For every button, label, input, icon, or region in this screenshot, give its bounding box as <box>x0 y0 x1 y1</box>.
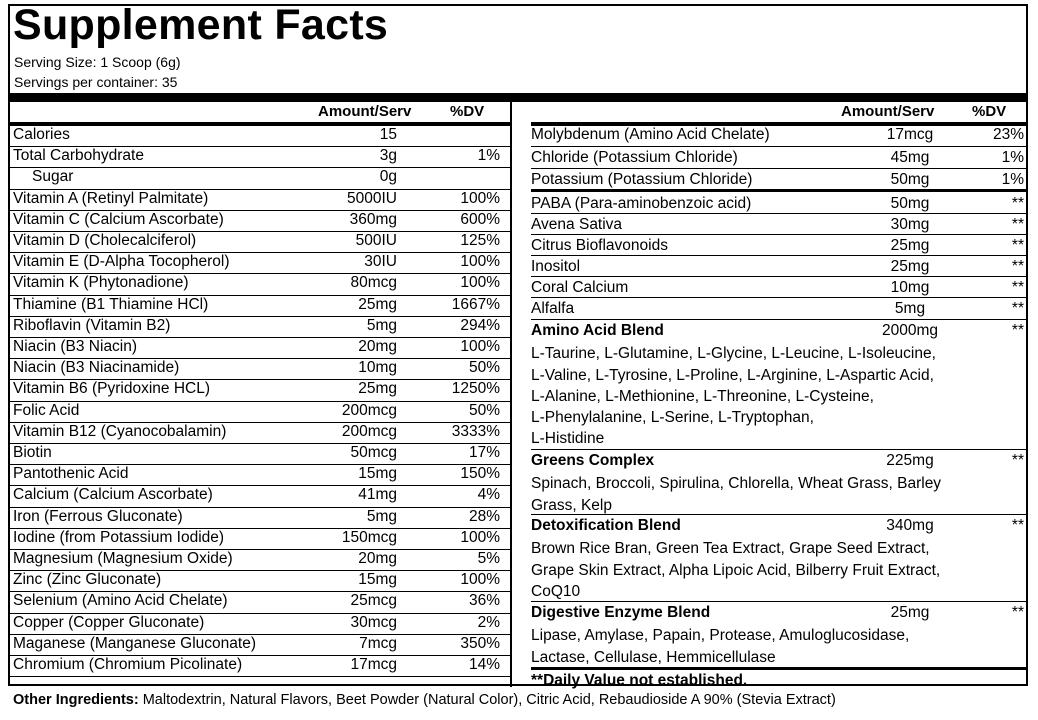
nutrient-amount: 80mcg <box>350 274 397 292</box>
nutrient-name: Chromium (Chromium Picolinate) <box>13 656 243 673</box>
footnote-rule <box>531 667 1026 670</box>
nutrient-name: Vitamin E (D-Alpha Tocopherol) <box>13 253 230 271</box>
serving-size: Serving Size: 1 Scoop (6g) <box>14 54 181 70</box>
blend-name: Digestive Enzyme Blend <box>531 604 711 621</box>
blend-dv: ** <box>1011 517 1024 534</box>
nutrient-amount: 17mcg <box>886 126 934 143</box>
blend-amount: 2000mg <box>881 322 938 339</box>
nutrient-row <box>10 486 510 507</box>
nutrient-amount: 0g <box>379 168 397 186</box>
nutrient-dv: 1667% <box>451 295 500 313</box>
row-rule <box>531 297 1026 298</box>
nutrient-name: Niacin (B3 Niacinamide) <box>13 359 180 377</box>
nutrient-name: Vitamin D (Cholecalciferol) <box>13 232 197 249</box>
blend-name: Amino Acid Blend <box>531 322 664 339</box>
nutrient-name: Citrus Bioflavonoids <box>531 237 668 254</box>
blend-ingredient-line: L-Alanine, L-Methionine, L-Threonine, L-Cysteine, <box>531 387 874 405</box>
blend-name: Greens Complex <box>531 452 655 469</box>
row-rule <box>531 213 1026 214</box>
nutrient-dv: 36% <box>468 592 500 610</box>
nutrient-amount: 15 <box>379 126 397 143</box>
nutrient-amount: 5mg <box>366 507 397 525</box>
nutrient-amount: 15mg <box>358 465 397 483</box>
nutrient-row <box>10 338 510 359</box>
blend-dv: ** <box>1011 604 1024 621</box>
left-dv-header: %DV <box>450 103 485 120</box>
nutrient-name: Potassium (Potassium Chloride) <box>531 171 753 188</box>
nutrient-amount: 150mcg <box>341 528 397 546</box>
nutrient-name: Vitamin A (Retinyl Palmitate) <box>13 189 209 207</box>
nutrient-amount: 5mg <box>894 300 926 317</box>
nutrient-name: Iron (Ferrous Gluconate) <box>13 507 183 525</box>
nutrient-dv: ** <box>1011 258 1024 275</box>
blend-ingredients <box>531 625 1024 668</box>
nutrient-amount: 500IU <box>355 232 397 249</box>
blend-ingredient-line: Spinach, Broccoli, Spirulina, Chlorella, Wheat Grass, Barley <box>531 475 942 493</box>
nutrient-dv: 5% <box>477 550 500 567</box>
nutrient-name: Calcium (Calcium Ascorbate) <box>13 486 213 504</box>
nutrient-dv: ** <box>1011 195 1024 212</box>
nutrient-name: Sugar <box>32 168 74 186</box>
nutrient-dv: 100% <box>460 274 500 292</box>
blend-ingredients <box>531 538 1024 602</box>
blend-dv: ** <box>1011 322 1024 339</box>
nutrient-row <box>10 380 510 401</box>
nutrient-amount: 360mg <box>349 210 397 228</box>
blend-ingredients <box>531 473 1024 516</box>
nutrient-name: Selenium (Amino Acid Chelate) <box>13 592 228 610</box>
footnote: **Daily Value not established. <box>531 672 748 689</box>
nutrient-row <box>10 656 510 677</box>
row-rule <box>531 234 1026 235</box>
nutrient-name: Vitamin C (Calcium Ascorbate) <box>13 210 224 228</box>
nutrient-row <box>10 296 510 317</box>
nutrient-row <box>10 147 510 168</box>
nutrient-dv: 50% <box>468 359 500 377</box>
nutrient-dv: 100% <box>460 253 500 271</box>
nutrient-row <box>512 195 1026 215</box>
nutrient-row <box>512 171 1026 191</box>
nutrient-row <box>10 571 510 592</box>
nutrient-amount: 5mg <box>366 316 397 334</box>
nutrient-name: Vitamin B12 (Cyanocobalamin) <box>13 422 227 440</box>
left-amount-header: Amount/Serv <box>318 103 412 120</box>
nutrient-dv: 150% <box>460 465 500 483</box>
nutrient-row <box>10 592 510 613</box>
nutrient-row <box>10 614 510 635</box>
blend-dv: ** <box>1011 452 1024 469</box>
nutrient-amount: 25mg <box>890 258 930 275</box>
nutrient-row <box>10 635 510 656</box>
nutrient-amount: 50mg <box>890 171 930 188</box>
nutrient-amount: 3g <box>379 147 397 165</box>
nutrient-row <box>512 149 1026 169</box>
blend-rule <box>531 449 1026 450</box>
row-rule <box>531 189 1026 192</box>
nutrient-name: Copper (Copper Gluconate) <box>13 613 205 631</box>
nutrient-row <box>10 359 510 380</box>
nutrient-name: Niacin (B3 Niacin) <box>13 338 138 355</box>
nutrient-name: Riboflavin (Vitamin B2) <box>13 316 171 334</box>
nutrient-row <box>10 423 510 444</box>
nutrient-amount: 200mcg <box>341 422 397 440</box>
nutrient-row <box>10 232 510 253</box>
nutrient-amount: 25mg <box>358 295 397 313</box>
nutrient-dv: 100% <box>460 528 500 546</box>
blend-ingredient-line: L-Histidine <box>531 430 605 448</box>
nutrient-dv: 100% <box>460 571 500 589</box>
blend-amount: 225mg <box>886 452 934 469</box>
blend-amount: 340mg <box>886 517 934 534</box>
nutrient-dv: ** <box>1011 216 1024 233</box>
nutrient-name: Coral Calcium <box>531 279 629 296</box>
nutrient-row <box>10 168 510 189</box>
servings-per-container: Servings per container: 35 <box>14 74 178 90</box>
nutrient-amount: 45mg <box>890 149 930 166</box>
blend-rule <box>531 514 1026 515</box>
nutrient-dv: ** <box>1011 279 1024 296</box>
row-rule <box>531 255 1026 256</box>
nutrient-name: Chloride (Potassium Chloride) <box>531 149 738 166</box>
nutrient-name: Folic Acid <box>13 401 80 419</box>
nutrient-name: Iodine (from Potassium Iodide) <box>13 528 225 546</box>
nutrient-amount: 50mcg <box>350 444 397 461</box>
nutrient-dv: 1250% <box>451 380 500 398</box>
nutrient-name: Thiamine (B1 Thiamine HCl) <box>13 295 209 313</box>
nutrient-name: Calories <box>13 126 70 143</box>
blend-ingredients <box>531 343 1024 449</box>
row-rule <box>531 168 1026 169</box>
right-dv-header: %DV <box>972 103 1007 120</box>
other-ingredients-label: Other Ingredients: <box>13 692 139 708</box>
nutrient-dv: 4% <box>477 486 500 504</box>
nutrient-name: Vitamin B6 (Pyridoxine HCL) <box>13 380 210 398</box>
nutrient-amount: 200mcg <box>341 401 397 419</box>
nutrient-row <box>10 444 510 465</box>
nutrient-dv: 1% <box>1001 149 1024 166</box>
nutrient-amount: 15mg <box>358 571 397 589</box>
nutrient-row <box>512 237 1026 257</box>
blend-ingredient-line: CoQ10 <box>531 582 581 600</box>
nutrient-row <box>512 216 1026 236</box>
nutrient-name: Pantothenic Acid <box>13 465 129 483</box>
blend-ingredient-line: Grape Skin Extract, Alpha Lipoic Acid, Bilberry Fruit Extract, <box>531 561 941 579</box>
other-ingredients <box>13 692 836 708</box>
nutrient-amount: 20mg <box>358 338 397 355</box>
nutrient-amount: 41mg <box>358 486 397 504</box>
nutrient-row <box>10 211 510 232</box>
nutrient-dv: 1% <box>1001 171 1024 188</box>
nutrient-dv: 3333% <box>451 422 500 440</box>
nutrient-amount: 10mg <box>358 359 397 377</box>
nutrient-name: Biotin <box>13 444 52 461</box>
nutrient-name: Alfalfa <box>531 300 575 317</box>
blend-name: Detoxification Blend <box>531 517 681 534</box>
blend-rule <box>531 601 1026 602</box>
nutrient-row <box>10 402 510 423</box>
nutrient-dv: 1% <box>477 147 500 165</box>
nutrient-amount: 10mg <box>890 279 930 296</box>
nutrient-dv: 100% <box>460 338 500 355</box>
nutrient-row <box>10 253 510 274</box>
nutrient-amount: 30mcg <box>350 613 397 631</box>
nutrient-row <box>512 300 1026 320</box>
nutrient-amount: 25mg <box>358 380 397 398</box>
panel-title: Supplement Facts <box>13 1 389 49</box>
nutrient-dv: 100% <box>460 189 500 207</box>
nutrient-dv: ** <box>1011 300 1024 317</box>
nutrient-row <box>10 126 510 147</box>
blend-ingredient-line: Grass, Kelp <box>531 496 612 514</box>
nutrient-amount: 30mg <box>890 216 930 233</box>
nutrient-dv: 125% <box>460 232 500 249</box>
heavy-divider <box>10 93 1026 102</box>
nutrient-dv: 2% <box>477 613 500 631</box>
nutrient-name: Vitamin K (Phytonadione) <box>13 274 189 292</box>
nutrient-row <box>512 258 1026 278</box>
blend-amount: 25mg <box>890 604 930 621</box>
nutrient-row <box>10 550 510 571</box>
blend-ingredient-line: Brown Rice Bran, Green Tea Extract, Grape Seed Extract, <box>531 540 930 558</box>
row-rule <box>531 319 1026 320</box>
nutrient-name: Magnesium (Magnesium Oxide) <box>13 550 233 567</box>
nutrient-dv: ** <box>1011 237 1024 254</box>
nutrient-dv: 600% <box>460 210 500 228</box>
nutrient-amount: 17mcg <box>350 656 397 673</box>
nutrient-row <box>10 465 510 486</box>
nutrient-amount: 5000IU <box>347 189 397 207</box>
nutrient-name: PABA (Para-aminobenzoic acid) <box>531 195 752 212</box>
blend-ingredient-line: Lipase, Amylase, Papain, Protease, Amuloglucosidase, <box>531 627 910 645</box>
row-rule <box>531 276 1026 277</box>
nutrient-name: Total Carbohydrate <box>13 147 144 165</box>
nutrient-amount: 30IU <box>364 253 397 271</box>
blend-ingredient-line: Lactase, Cellulase, Hemmicellulase <box>531 648 776 666</box>
row-rule <box>531 146 1026 147</box>
nutrient-dv: 350% <box>460 634 500 652</box>
nutrient-amount: 25mg <box>890 237 930 254</box>
nutrient-row <box>10 508 510 529</box>
nutrient-name: Inositol <box>531 258 581 275</box>
blend-ingredient-line: L-Phenylalanine, L-Serine, L-Tryptophan, <box>531 409 814 427</box>
nutrient-name: Avena Sativa <box>531 216 623 233</box>
supplement-facts-panel <box>8 1 1028 689</box>
nutrient-row <box>10 274 510 295</box>
nutrient-row <box>10 317 510 338</box>
nutrient-dv: 14% <box>468 656 500 673</box>
nutrient-dv: 50% <box>468 401 500 419</box>
nutrient-row <box>10 529 510 550</box>
nutrient-dv: 17% <box>468 444 500 461</box>
nutrient-name: Maganese (Manganese Gluconate) <box>13 634 256 652</box>
other-ingredients-text: Maltodextrin, Natural Flavors, Beet Powder (Natural Color), Citric Acid, Rebaudioside A 90% (Stevia Extract) <box>138 692 836 708</box>
nutrient-row <box>10 190 510 211</box>
nutrient-amount: 20mg <box>358 550 397 567</box>
nutrient-amount: 7mcg <box>359 634 397 652</box>
blend-ingredient-line: L-Valine, L-Tyrosine, L-Proline, L-Arginine, L-Aspartic Acid, <box>531 366 934 384</box>
nutrient-dv: 294% <box>460 316 500 334</box>
nutrient-amount: 50mg <box>890 195 930 212</box>
right-amount-header: Amount/Serv <box>841 103 935 120</box>
nutrient-dv: 23% <box>992 126 1024 143</box>
nutrient-row <box>512 279 1026 299</box>
nutrient-amount: 25mcg <box>350 592 397 610</box>
blend-ingredient-line: L-Taurine, L-Glutamine, L-Glycine, L-Leucine, L-Isoleucine, <box>531 345 936 363</box>
nutrient-name: Zinc (Zinc Gluconate) <box>13 571 162 589</box>
nutrient-name: Molybdenum (Amino Acid Chelate) <box>531 126 770 143</box>
nutrient-row <box>512 126 1026 146</box>
nutrient-dv: 28% <box>468 507 500 525</box>
